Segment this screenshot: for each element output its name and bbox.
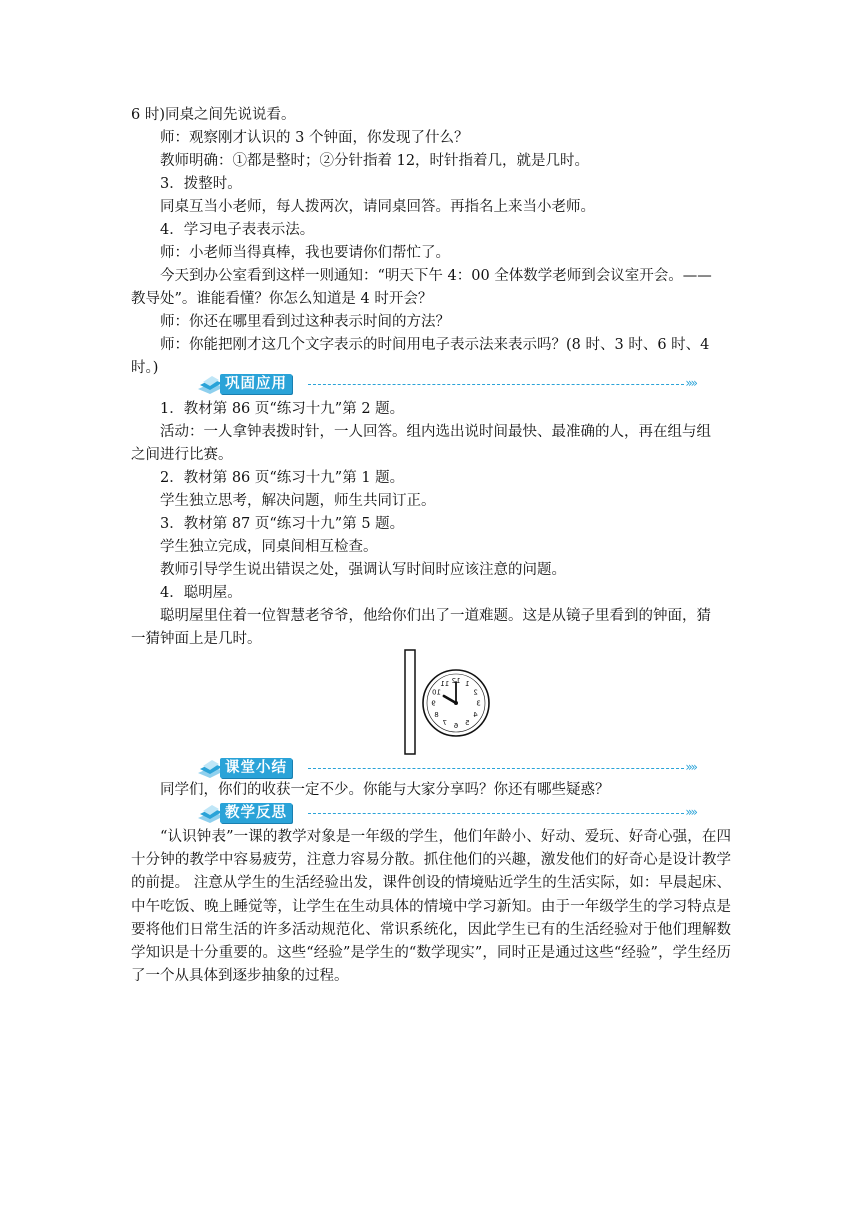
text-line: 师：小老师当得真棒，我也要请你们帮忙了。 <box>160 245 450 261</box>
section-header-consolidation <box>196 372 696 396</box>
text-line: 聪明屋里住着一位智慧老爷爷，他给你们出了一道难题。这是从镜子里看到的钟面，猜 <box>160 608 711 624</box>
text-line: 4．聪明屋。 <box>160 585 242 601</box>
mirror <box>405 650 415 754</box>
text-line: 1．教材第 86 页“练习十九”第 2 题。 <box>160 401 405 417</box>
section-title: 教学反思 <box>220 803 292 823</box>
clock-number: 5 <box>465 719 470 728</box>
text-line: 3．教材第 87 页“练习十九”第 5 题。 <box>160 516 405 532</box>
section-header-summary <box>196 756 696 780</box>
text-line: 教导处”。谁能看懂？你怎么知道是 4 时开会？ <box>131 291 433 307</box>
text-line: 今天到办公室看到这样一则通知：“明天下午 4：00 全体数学老师到会议室开会。—— <box>160 268 712 284</box>
text-line: 教师引导学生说出错误之处，强调认写时间时应该注意的问题。 <box>160 562 566 578</box>
text-line: 3．拨整时。 <box>160 176 242 192</box>
text-line: 一猜钟面上是几时。 <box>131 631 262 647</box>
text-line: 师：你能把刚才这几个文字表示的时间用电子表示法来表示吗？(8 时、3 时、6 时、4 <box>160 337 710 353</box>
clock-number: 2 <box>473 688 478 697</box>
text-line: 时。) <box>131 360 159 376</box>
dashed-divider <box>308 384 684 385</box>
text-line: 6 时)同桌之间先说说看。 <box>131 107 296 123</box>
clock-number: 8 <box>434 710 439 719</box>
section-title: 课堂小结 <box>220 758 292 778</box>
dashed-divider <box>308 768 684 769</box>
text-line: 教师明确：①都是整时；②分针指着 12，时针指着几，就是几时。 <box>160 153 590 169</box>
text-line: 4．学习电子表表示法。 <box>160 222 315 238</box>
text-line: 活动：一人拿钟表拨时针，一人回答。组内选出说时间最快、最准确的人，再在组与组 <box>160 424 711 440</box>
dashed-divider <box>308 813 684 814</box>
section-header-reflection <box>196 801 696 825</box>
clock-number: 10 <box>432 688 441 697</box>
text-line: 学生独立思考，解决问题，师生共同订正。 <box>160 493 436 509</box>
reflection-paragraph: “认识钟表”一课的教学对象是一年级的学生，他们年龄小、好动、爱玩、好奇心强，在四十分钟的教学中容易疲劳，注意力容易分散。抓住他们的兴趣，激发他们的好奇心是设计教学的前提。 注意从学生的生活经验出发，课件创设的情境贴近学生的生活实际，如：早晨起床、中午吃饭、晚上睡觉等，让学生在生动具体的情境中学习新知。由于一年级学生的学习特点是要将他们日常生活的许多活动规范化、常识系统化，因此学生已有的生活经验对于他们理解数学知识是十分重要的。这些“经验”是学生的“数学现实”，同时正是通过这些“经验”，学生经历了一个从具体到逐步抽象的过程。 <box>131 829 731 985</box>
text-line: 师：观察刚才认识的 3 个钟面，你发现了什么？ <box>160 130 469 146</box>
mirror-clock-figure <box>403 648 498 756</box>
clock-number: 6 <box>453 722 459 731</box>
clock-number: 9 <box>431 699 436 708</box>
clock-number: 1 <box>465 680 470 689</box>
double-chevron-icon: »» <box>685 760 696 774</box>
clock-number: 11 <box>440 680 450 689</box>
clock-number: 4 <box>473 710 478 719</box>
clock-number: 3 <box>476 699 481 708</box>
clock-face <box>423 670 489 736</box>
text-line: 2．教材第 86 页“练习十九”第 1 题。 <box>160 470 405 486</box>
double-chevron-icon: »» <box>685 376 696 390</box>
text-line: 师：你还在哪里看到过这种表示时间的方法？ <box>160 314 450 330</box>
section-title: 巩固应用 <box>220 374 292 394</box>
clock-number: 12 <box>451 677 461 686</box>
text-line: 同学们，你们的收获一定不少。你能与大家分享吗？你还有哪些疑惑？ <box>160 782 610 798</box>
clock-number: 7 <box>442 719 447 728</box>
double-chevron-icon: »» <box>685 805 696 819</box>
text-line: 学生独立完成，同桌间相互检查。 <box>160 539 378 555</box>
text-line: 之间进行比赛。 <box>131 447 233 463</box>
text-line: 同桌互当小老师，每人拨两次，请同桌回答。再指名上来当小老师。 <box>160 199 595 215</box>
